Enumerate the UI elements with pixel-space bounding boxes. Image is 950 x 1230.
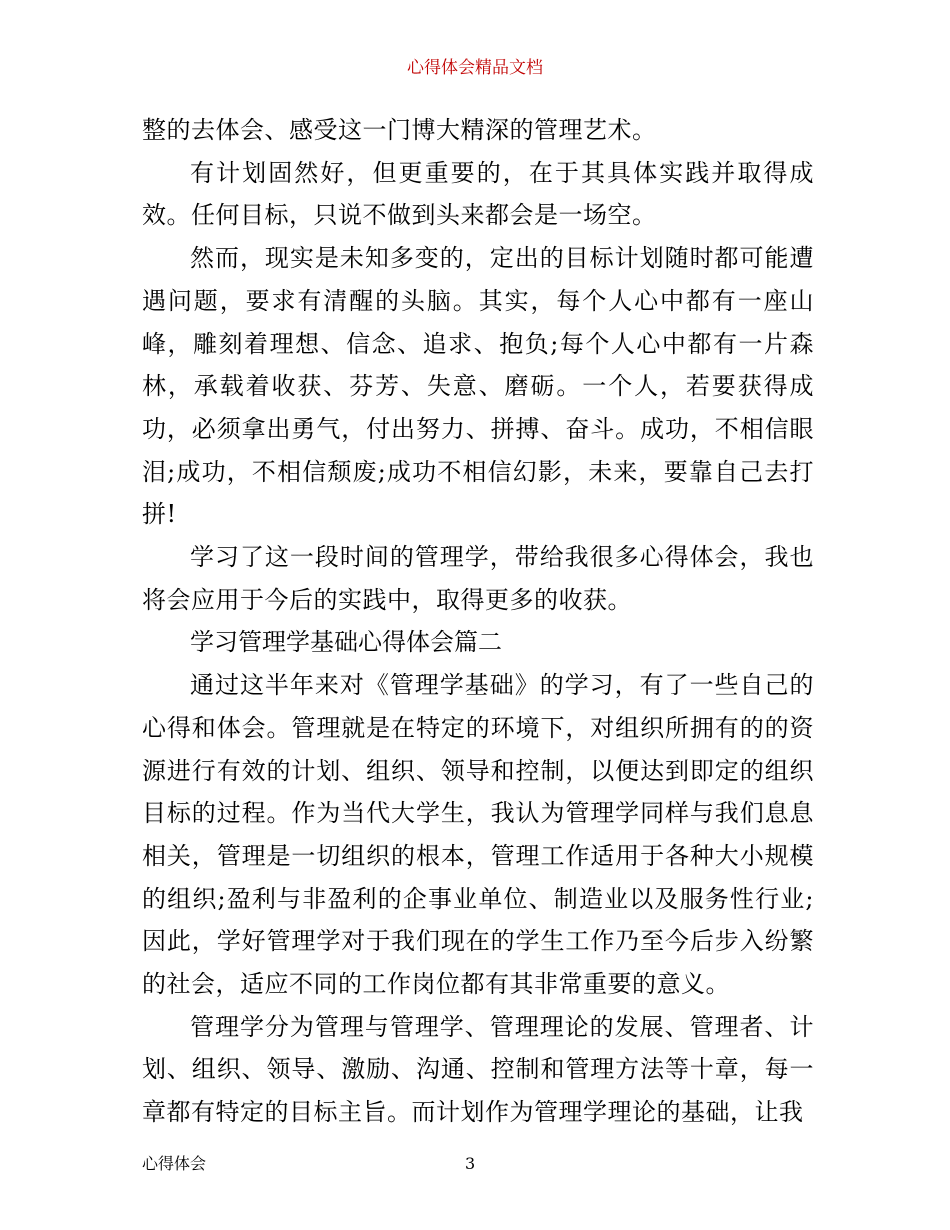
- footer-label: 心得体会: [142, 1154, 207, 1173]
- section-heading: 学习管理学基础心得体会篇二: [190, 628, 502, 657]
- paragraph-chapters: 管理学分为管理与管理学、管理理论的发展、管理者、计划、组织、领导、激励、沟通、控制和管理方法等十章，每一章都有特定的目标主旨。而计划作为管理学理论的基础，让我: [142, 1012, 814, 1127]
- paragraph-plan: 有计划固然好，但更重要的，在于其具体实践并取得成效。任何目标，只说不做到头来都会是一场空。: [142, 158, 814, 230]
- page-header: 心得体会精品文档: [407, 58, 543, 78]
- paragraph-summary: 学习了这一段时间的管理学，带给我很多心得体会，我也将会应用于今后的实践中，取得更多的收获。: [142, 543, 814, 614]
- paragraph-continuation: 整的去体会、感受这一门博大精深的管理艺术。: [142, 116, 657, 144]
- paragraph-reality: 然而，现实是未知多变的，定出的目标计划随时都可能遭遇问题，要求有清醒的头脑。其实，每个人心中都有一座山峰，雕刻着理想、信念、追求、抱负;每个人心中都有一片森林，承载着收获、芬芳、失意、磨砺。一个人，若要获得成功，必须拿出勇气，付出努力、拼搏、奋斗。成功，不相信眼泪;成功，不相信颓废;成功不相信幻影，未来，要靠自己去打拼!: [142, 244, 814, 529]
- document-body: [142, 109, 814, 1134]
- paragraph-intro: 通过这半年来对《管理学基础》的学习，有了一些自己的心得和体会。管理就是在特定的环境下，对组织所拥有的的资源进行有效的计划、组织、领导和控制，以便达到即定的组织目标的过程。作为当代大学生，我认为管理学同样与我们息息相关，管理是一切组织的根本，管理工作适用于各种大小规模的组织;盈利与非盈利的企事业单位、制造业以及服务性行业;因此，学好管理学对于我们现在的学生工作乃至今后步入纷繁的社会，适应不同的工作岗位都有其非常重要的意义。: [142, 671, 814, 999]
- page-number: 3: [465, 1154, 476, 1173]
